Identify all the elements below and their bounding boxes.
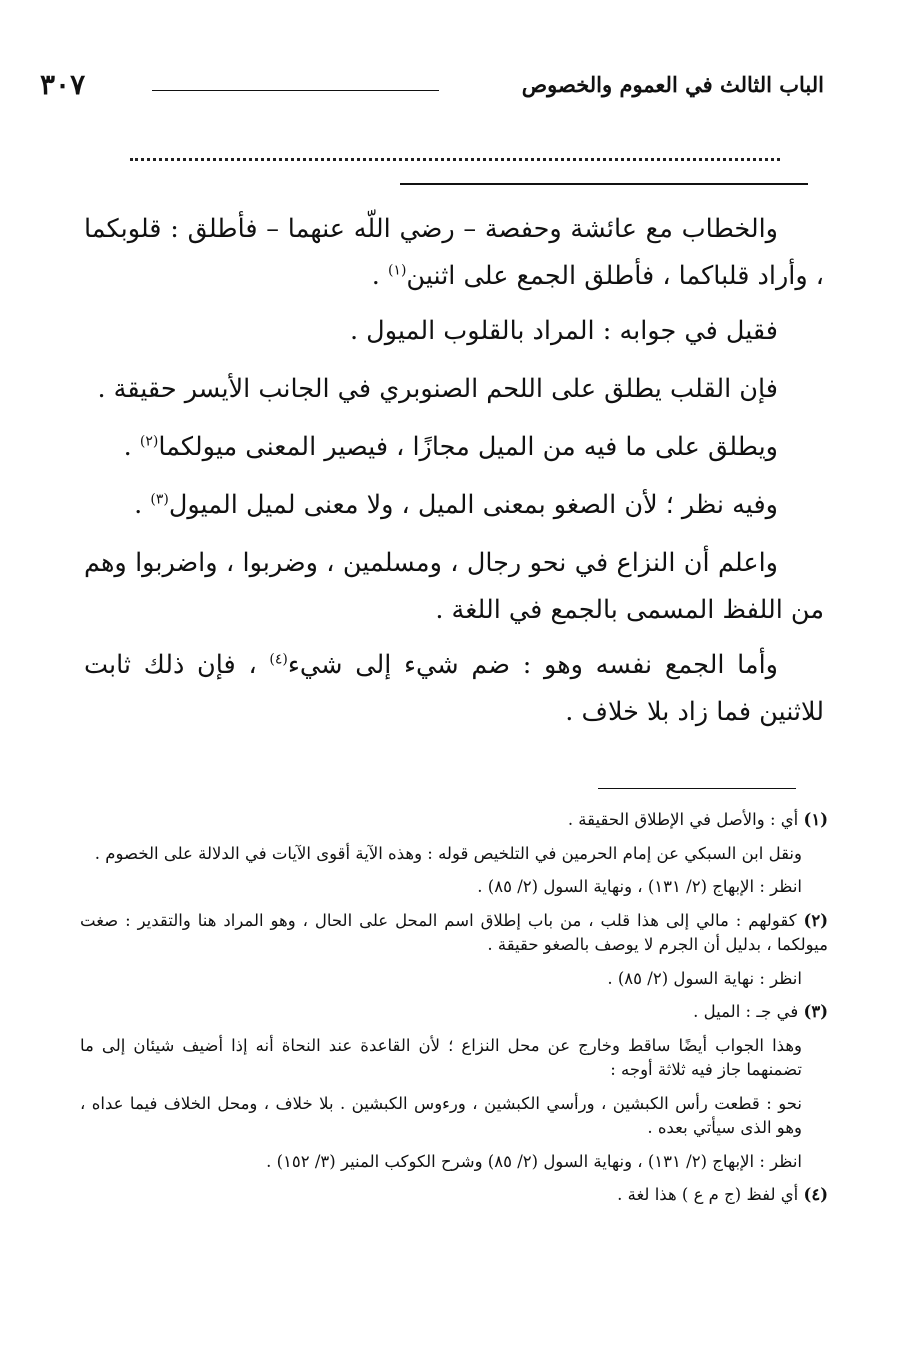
footnote-marker: (٢): [139, 433, 159, 450]
footnotes: [80, 808, 828, 1217]
footnote-1-continuation: ونقل ابن السبكي عن إمام الحرمين في التلخيص قوله : وهذه الآية أقوى الآيات في الدلالة على الخصوم .: [94, 843, 802, 863]
paragraph-end: .: [371, 261, 388, 291]
main-text: [84, 206, 824, 747]
paragraph: [84, 540, 824, 634]
footnote-3: [80, 1000, 828, 1025]
paragraph-end: .: [123, 432, 140, 462]
dotted-separator: [130, 158, 780, 161]
page-number: ٣٠٧: [40, 68, 86, 101]
paragraph: [84, 642, 824, 736]
footnote-3-continuation: نحو : قطعت رأس الكبشين ، ورأسي الكبشين ، ورءوس الكبشين . بلا خلاف ، ومحل الخلاف فيما عداه ، وهو الذى سيأتي بعده .: [80, 1093, 802, 1137]
running-title: الباب الثالث في العموم والخصوص: [521, 72, 824, 97]
footnote-number: (٤): [803, 1185, 828, 1204]
footnote-text: في جـ : الميل .: [693, 1002, 804, 1021]
footnote-text: أي لفظ (ج م ع ) هذا لغة .: [617, 1185, 804, 1204]
paragraph-text: فقيل في جوابه : المراد بالقلوب الميول .: [349, 316, 778, 346]
paragraph: [84, 366, 824, 413]
paragraph: [84, 206, 824, 300]
footnote-1: [80, 808, 828, 833]
paragraph: [84, 308, 824, 355]
footnote-separator: [598, 788, 796, 789]
footnote-text: كقولهم : مالي إلى هذا قلب ، من باب إطلاق اسم المحل على الحال ، وهو المراد هنا والتقدير : صغت ميولكما ، بدليل أن الجرم لا يوصف بالصغو حقيقة .: [80, 910, 828, 954]
paragraph-text: وأما الجمع نفسه وهو : ضم شيء إلى شيء: [287, 650, 778, 680]
footnote-2-reference: انظر : نهاية السول (٢/ ٨٥) .: [607, 968, 802, 988]
footnote-marker: (٤): [269, 651, 288, 668]
paragraph-text: وفيه نظر ؛ لأن الصغو بمعنى الميل ، ولا معنى لميل الميول: [168, 490, 778, 520]
paragraph-text: فإن القلب يطلق على اللحم الصنوبري في الجانب الأيسر حقيقة .: [97, 374, 778, 404]
footnote-1-reference: انظر : الإبهاج (٢/ ١٣١) ، ونهاية السول (٢/ ٨٥) .: [477, 877, 802, 896]
paragraph: [84, 482, 824, 529]
footnote-marker: (١): [387, 262, 407, 279]
paragraph: [84, 424, 824, 471]
page-header: [40, 68, 824, 108]
footnote-marker: (٣): [150, 491, 169, 508]
footnote-number: (١): [803, 810, 828, 829]
footnote-number: (٢): [803, 910, 828, 930]
section-rule: [400, 183, 808, 185]
footnote-4: [80, 1183, 828, 1208]
paragraph-end: ، فإن ذلك ثابت للاثنين فما زاد بلا خلاف .: [84, 650, 824, 727]
paragraph-text: ويطلق على ما فيه من الميل مجازًا ، فيصير المعنى ميولكما: [158, 432, 778, 462]
footnote-3-reference: انظر : الإبهاج (٢/ ١٣١) ، ونهاية السول (٢/ ٨٥) وشرح الكوكب المنير (٣/ ١٥٢) .: [266, 1151, 802, 1171]
footnote-text: أي : والأصل في الإطلاق الحقيقة .: [567, 810, 804, 829]
header-rule: [152, 90, 439, 91]
paragraph-text: واعلم أن النزاع في نحو رجال ، ومسلمين ، وضربوا ، واضربوا وهم من اللفظ المسمى بالجمع في اللغة .: [84, 548, 824, 625]
paragraph-text: والخطاب مع عائشة وحفصة – رضي اللّه عنهما – فأطلق : قلوبكما ، وأراد قلباكما ، فأطلق الجمع على اثنين: [84, 214, 824, 291]
footnote-3-continuation: وهذا الجواب أيضًا ساقط وخارج عن محل النزاع ؛ لأن القاعدة عند النحاة أنه إذا أضيف شيئان إلى ما تضمنهما جاز فيه ثلاثة أوجه :: [80, 1035, 802, 1079]
paragraph-end: .: [134, 490, 151, 520]
footnote-number: (٣): [803, 1002, 828, 1021]
footnote-2: [80, 909, 828, 958]
